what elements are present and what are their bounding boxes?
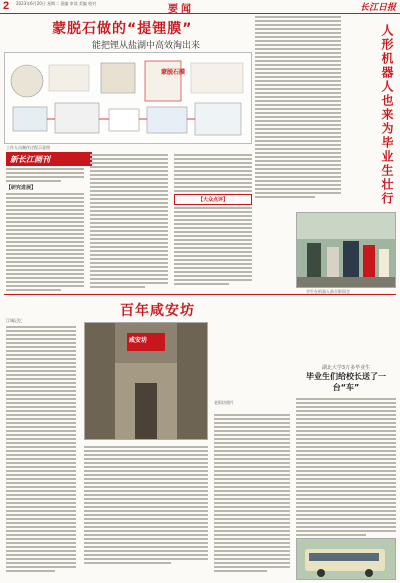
robot-photo	[296, 212, 396, 288]
masthead: 长江日报	[359, 3, 396, 13]
page-number: 2	[3, 0, 10, 12]
lead-subtitle: 能把锂从盐湖中高效淘出来	[92, 41, 201, 51]
article-column-1	[6, 168, 84, 293]
column-label: 江城记忆	[6, 318, 22, 323]
section-banner: 新长江画刊	[6, 152, 92, 166]
article-column-2	[90, 154, 168, 290]
diagram-caption: 工作人员制作过程示意图	[6, 145, 50, 150]
bus-photo-image	[297, 539, 395, 579]
truck-story-kicker: 湖北大学3万多毕业生	[321, 365, 371, 371]
feature-photo-caption: 老街坊照片	[214, 400, 234, 405]
section-head-review: 【大众点评】	[174, 194, 252, 205]
feature-title: 百年咸安坊	[120, 303, 195, 319]
lead-title: 蒙脱石做的“提锂膜”	[52, 21, 193, 37]
bus-photo	[296, 538, 396, 580]
feature-column-2	[84, 446, 208, 566]
diagram-label: 蒙脱石膜	[161, 69, 186, 76]
page-header	[0, 0, 400, 14]
section-head-research: 【研究进展】	[6, 185, 37, 191]
truck-story-title: 毕业生们给校长送了一台“车”	[306, 372, 386, 392]
right-article-column	[255, 16, 341, 200]
diagram-illustration	[5, 53, 251, 143]
feature-column-1	[6, 326, 76, 574]
section-title: 要闻	[168, 4, 194, 15]
edition-info: 2023年6月20日 星期二 责编 审读 美编 校对	[16, 1, 97, 6]
truck-story-column	[296, 398, 396, 538]
feature-column-3	[214, 414, 290, 574]
robot-photo-caption: 学生在机器人前合影留念	[306, 289, 350, 294]
vertical-headline: 人形机器人也来为毕业生壮行	[380, 24, 394, 206]
alley-sign-text: 咸安坊	[129, 337, 148, 344]
robot-photo-image	[297, 213, 395, 287]
section-divider	[4, 294, 396, 295]
article-column-3	[174, 154, 252, 287]
alley-photo	[84, 322, 208, 440]
process-diagram	[4, 52, 252, 144]
